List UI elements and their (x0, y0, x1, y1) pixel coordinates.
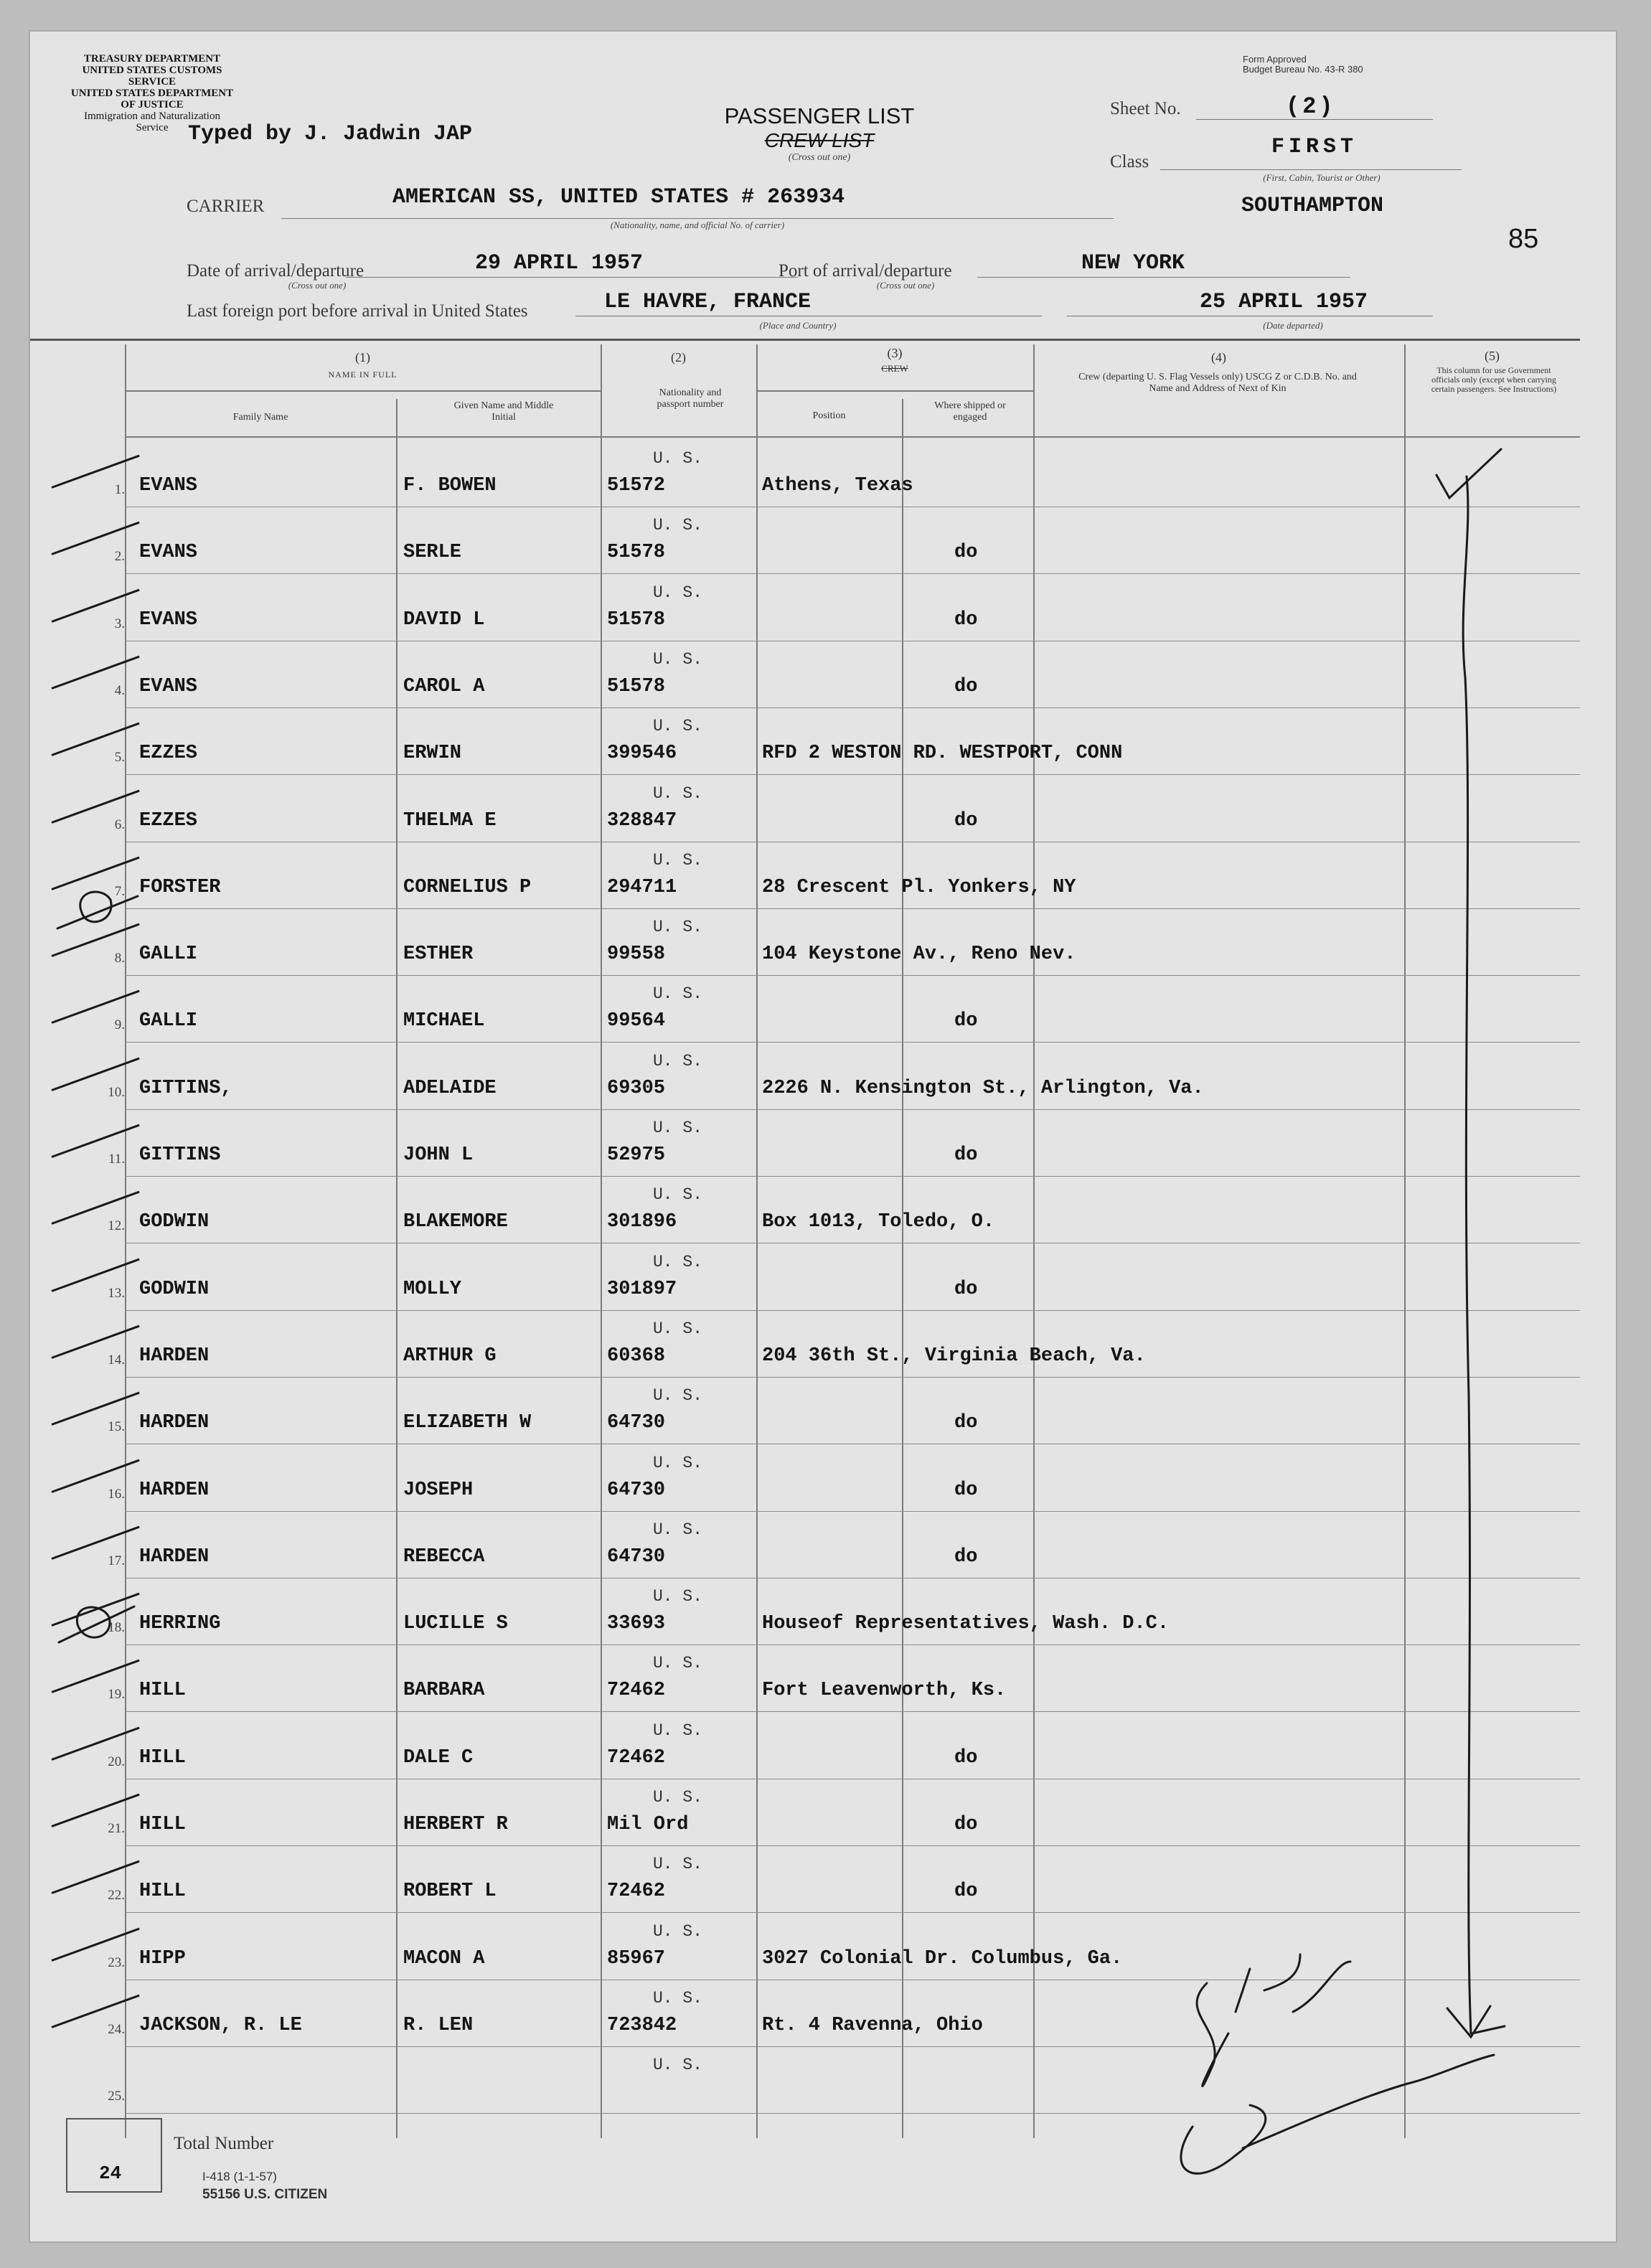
family-name: HARDEN (139, 1412, 210, 1434)
place-note: (Place and Country) (759, 320, 837, 331)
passport-number: 51578 (607, 542, 666, 563)
nationality: U. S. (653, 516, 703, 535)
family-name: HILL (139, 1747, 186, 1769)
arrival-cross-note: (Cross out one) (288, 280, 347, 291)
passport-number: 72462 (607, 1881, 666, 1902)
family-name: EVANS (139, 475, 198, 497)
passport-number: 64730 (607, 1412, 666, 1434)
total-label: Total Number (174, 2134, 274, 2153)
given-name: REBECCA (403, 1546, 485, 1568)
family-name: EZZES (139, 810, 198, 832)
nationality: U. S. (653, 1185, 703, 1204)
col5-number: (5) (1485, 349, 1500, 363)
address: 104 Keystone Av., Reno Nev. (762, 944, 1076, 965)
nationality: U. S. (653, 1989, 703, 2008)
given-name-header: Given Name and Middle Initial (453, 400, 554, 423)
where-shipped-header: Where shipped or engaged (934, 400, 1006, 423)
address: do (954, 1010, 978, 1032)
last-port-label: Last foreign port before arrival in United States (187, 301, 528, 321)
address: 28 Crescent Pl. Yonkers, NY (762, 877, 1076, 898)
row-number: 25. (108, 2089, 125, 2104)
row-number: 24. (108, 2022, 125, 2037)
nationality: U. S. (653, 784, 703, 803)
signature-scrawl (1197, 1954, 1350, 2086)
given-name: DALE C (403, 1747, 474, 1769)
passport-number: 64730 (607, 1479, 666, 1501)
sheet-label: Sheet No. (1110, 99, 1181, 118)
row-number: 7. (114, 884, 125, 899)
row-number: 21. (108, 1821, 125, 1836)
govt-note-header: This column for use Government officials only (except when carrying certain passengers. See Instructions) (1431, 365, 1557, 394)
row-number: 14. (108, 1352, 125, 1368)
family-name: GITTINS, (139, 1078, 232, 1099)
passport-number: 52975 (607, 1144, 666, 1166)
sheet-value: (2) (1286, 93, 1336, 120)
given-name: MICHAEL (403, 1010, 485, 1032)
form-title: PASSENGER LIST (724, 103, 915, 128)
nationality: U. S. (653, 650, 703, 669)
given-name: LUCILLE S (403, 1613, 508, 1634)
nationality: U. S. (653, 851, 703, 870)
address: 204 36th St., Virginia Beach, Va. (762, 1345, 1146, 1367)
crew-note-header: Crew (departing U. S. Flag Vessels only) USCG Z or C.D.B. No. and Name and Address of Next of Kin (1078, 372, 1357, 394)
passport-number: 301896 (607, 1211, 677, 1233)
nationality: U. S. (653, 1855, 703, 1873)
arrival-date-label: Date of arrival/departure (187, 261, 364, 281)
carrier-value: AMERICAN SS, UNITED STATES # 263934 (392, 185, 845, 210)
nationality: U. S. (653, 1253, 703, 1271)
position-header: Position (812, 410, 846, 421)
nationality: U. S. (653, 1052, 703, 1071)
nationality: U. S. (653, 1587, 703, 1606)
address: do (954, 1546, 978, 1568)
address: do (954, 810, 978, 832)
row-number: 20. (108, 1754, 125, 1769)
row-number: 13. (108, 1286, 125, 1301)
given-name: CAROL A (403, 676, 485, 697)
family-name: JACKSON, R. LE (139, 2015, 302, 2036)
nationality: U. S. (653, 1454, 703, 1472)
last-port-value: LE HAVRE, FRANCE (604, 290, 812, 314)
dept-line: UNITED STATES DEPARTMENT OF JUSTICE (70, 88, 234, 110)
nationality: U. S. (653, 918, 703, 936)
col4-number: (4) (1211, 350, 1226, 364)
row-number: 17. (108, 1553, 125, 1568)
nationality: U. S. (653, 1922, 703, 1941)
row-number: 11. (108, 1152, 125, 1167)
date-departed-note: (Date departed) (1263, 320, 1323, 331)
given-name: ROBERT L (403, 1881, 497, 1902)
family-name: EVANS (139, 676, 198, 697)
passport-number: 69305 (607, 1078, 666, 1099)
nationality: U. S. (653, 583, 703, 602)
family-name: HARDEN (139, 1479, 210, 1501)
row-number: 12. (108, 1218, 125, 1233)
address: Fort Leavenworth, Ks. (762, 1680, 1007, 1701)
family-name: GALLI (139, 944, 198, 965)
passport-number: 85967 (607, 1948, 666, 1970)
row-number: 5. (114, 750, 125, 765)
given-name: DAVID L (403, 609, 485, 631)
address: RFD 2 WESTON RD. WESTPORT, CONN (762, 743, 1123, 764)
check-row-18 (59, 1606, 134, 1642)
check-row-7 (57, 892, 138, 928)
passport-number: 99564 (607, 1010, 666, 1032)
family-name: HILL (139, 1881, 186, 1902)
nationality: U. S. (653, 2056, 703, 2074)
row-number: 8. (114, 951, 125, 966)
nationality: U. S. (653, 1721, 703, 1740)
cross-out-note: (Cross out one) (788, 152, 851, 163)
crew-header: CREW (881, 363, 908, 374)
address: do (954, 1747, 978, 1769)
passport-number: 72462 (607, 1680, 666, 1701)
address: do (954, 1279, 978, 1300)
typed-by: Typed by J. Jadwin JAP (188, 122, 473, 146)
family-name-header: Family Name (232, 412, 288, 423)
address: 2226 N. Kensington St., Arlington, Va. (762, 1078, 1204, 1099)
row-number: 15. (108, 1419, 125, 1434)
address: do (954, 1144, 978, 1166)
address: do (954, 542, 978, 563)
family-name: GODWIN (139, 1211, 210, 1233)
family-name: HILL (139, 1814, 186, 1835)
page-number: 85 (1508, 224, 1539, 254)
passport-number: 301897 (607, 1279, 677, 1300)
class-value: FIRST (1271, 135, 1358, 159)
nationality: U. S. (653, 1119, 703, 1137)
nationality: U. S. (653, 1788, 703, 1807)
col1-number: (1) (355, 350, 370, 364)
passport-number: 60368 (607, 1345, 666, 1367)
row-number: 6. (114, 817, 125, 832)
dept-line: UNITED STATES CUSTOMS SERVICE (82, 65, 222, 88)
given-name: THELMA E (403, 810, 497, 832)
given-name: BLAKEMORE (403, 1211, 508, 1233)
arrival-date-value: 29 APRIL 1957 (475, 251, 644, 276)
given-name: ARTHUR G (403, 1345, 497, 1367)
crossed-word: CREW LIST (764, 129, 875, 151)
family-name: HILL (139, 1680, 186, 1701)
given-name: ADELAIDE (403, 1078, 497, 1099)
passport-number: 51572 (607, 475, 666, 497)
passport-number: 33693 (607, 1613, 666, 1634)
port-value: NEW YORK (1081, 251, 1185, 276)
given-name: CORNELIUS P (403, 877, 532, 898)
row-number: 18. (108, 1620, 125, 1635)
address: Box 1013, Toledo, O. (762, 1211, 995, 1233)
budget-bureau: Budget Bureau No. 43-R 380 (1243, 64, 1363, 75)
family-name: HARDEN (139, 1345, 210, 1367)
given-name: ERWIN (403, 743, 462, 764)
given-name: JOSEPH (403, 1479, 474, 1501)
passport-number: 64730 (607, 1546, 666, 1568)
family-name: GITTINS (139, 1144, 221, 1166)
carrier-note: (Nationality, name, and official No. of carrier) (610, 220, 785, 230)
given-name: ESTHER (403, 944, 474, 965)
given-name: BARBARA (403, 1680, 485, 1701)
passport-number: Mil Ord (607, 1814, 689, 1835)
given-name: HERBERT R (403, 1814, 508, 1835)
nationality: U. S. (653, 1386, 703, 1405)
passport-number: 51578 (607, 609, 666, 631)
passenger-list-sheet (30, 32, 1616, 2241)
given-name: F. BOWEN (403, 475, 497, 497)
nationality-header: Nationality and passport number (657, 387, 724, 410)
handwriting-overlay (30, 32, 1616, 2241)
address: Athens, Texas (762, 475, 913, 497)
citizen-note: 55156 U.S. CITIZEN (202, 2187, 328, 2202)
port-label: Port of arrival/departure (779, 261, 952, 281)
class-label: Class (1110, 152, 1149, 171)
passport-number: 328847 (607, 810, 677, 832)
nationality: U. S. (653, 717, 703, 735)
passport-number: 72462 (607, 1747, 666, 1769)
row-number: 19. (108, 1687, 125, 1702)
address: do (954, 1412, 978, 1434)
form-number: I-418 (1-1-57) (202, 2170, 277, 2183)
address: do (954, 1814, 978, 1835)
verification-arrow (1436, 449, 1501, 2033)
address: do (954, 1881, 978, 1902)
row-number: 2. (114, 549, 125, 564)
col3-number: (3) (887, 346, 903, 360)
given-name: MOLLY (403, 1279, 462, 1300)
family-name: GALLI (139, 1010, 198, 1032)
class-note: (First, Cabin, Tourist or Other) (1263, 172, 1380, 183)
total-value: 24 (99, 2163, 122, 2184)
address: do (954, 609, 978, 631)
passport-number: 51578 (607, 676, 666, 697)
port-cross-note: (Cross out one) (876, 280, 935, 291)
dept-line: Immigration and Naturalization Service (84, 110, 220, 133)
row-number: 3. (114, 616, 125, 631)
row-number: 9. (114, 1017, 125, 1032)
address: do (954, 676, 978, 697)
passport-number: 294711 (607, 877, 677, 898)
class-port: SOUTHAMPTON (1241, 194, 1384, 218)
passport-number: 99558 (607, 944, 666, 965)
address: do (954, 1479, 978, 1501)
family-name: GODWIN (139, 1279, 210, 1300)
family-name: HIPP (139, 1948, 186, 1970)
given-name: MACON A (403, 1948, 485, 1970)
family-name: EZZES (139, 743, 198, 764)
dept-line: TREASURY DEPARTMENT (83, 53, 221, 65)
nationality: U. S. (653, 1654, 703, 1672)
arrow-head (1447, 2006, 1490, 2037)
date-departed-value: 25 APRIL 1957 (1200, 290, 1368, 314)
row-number: 23. (108, 1955, 125, 1970)
address: Rt. 4 Ravenna, Ohio (762, 2015, 983, 2036)
col2-number: (2) (671, 350, 686, 364)
row-number: 1. (114, 482, 125, 497)
carrier-label: CARRIER (187, 197, 265, 216)
nationality: U. S. (653, 984, 703, 1003)
passport-number: 399546 (607, 743, 677, 764)
nationality: U. S. (653, 449, 703, 468)
nationality: U. S. (653, 1319, 703, 1338)
family-name: EVANS (139, 542, 198, 563)
given-name: SERLE (403, 542, 462, 563)
family-name: FORSTER (139, 877, 221, 898)
name-in-full-header: NAME IN FULL (328, 370, 398, 380)
row-number: 22. (108, 1888, 125, 1903)
given-name: JOHN L (403, 1144, 474, 1166)
row-number: 4. (114, 683, 125, 698)
nationality: U. S. (653, 1520, 703, 1539)
passport-number: 723842 (607, 2015, 677, 2036)
family-name: EVANS (139, 609, 198, 631)
family-name: HARDEN (139, 1546, 210, 1568)
row-number: 16. (108, 1487, 125, 1502)
initials-scrawl (1181, 2055, 1494, 2173)
family-name: HERRING (139, 1613, 221, 1634)
given-name: R. LEN (403, 2015, 474, 2036)
row-number: 10. (108, 1085, 125, 1100)
address: 3027 Colonial Dr. Columbus, Ga. (762, 1948, 1123, 1970)
form-approved: Form Approved (1243, 54, 1307, 65)
given-name: ELIZABETH W (403, 1412, 532, 1434)
address: Houseof Representatives, Wash. D.C. (762, 1613, 1170, 1634)
